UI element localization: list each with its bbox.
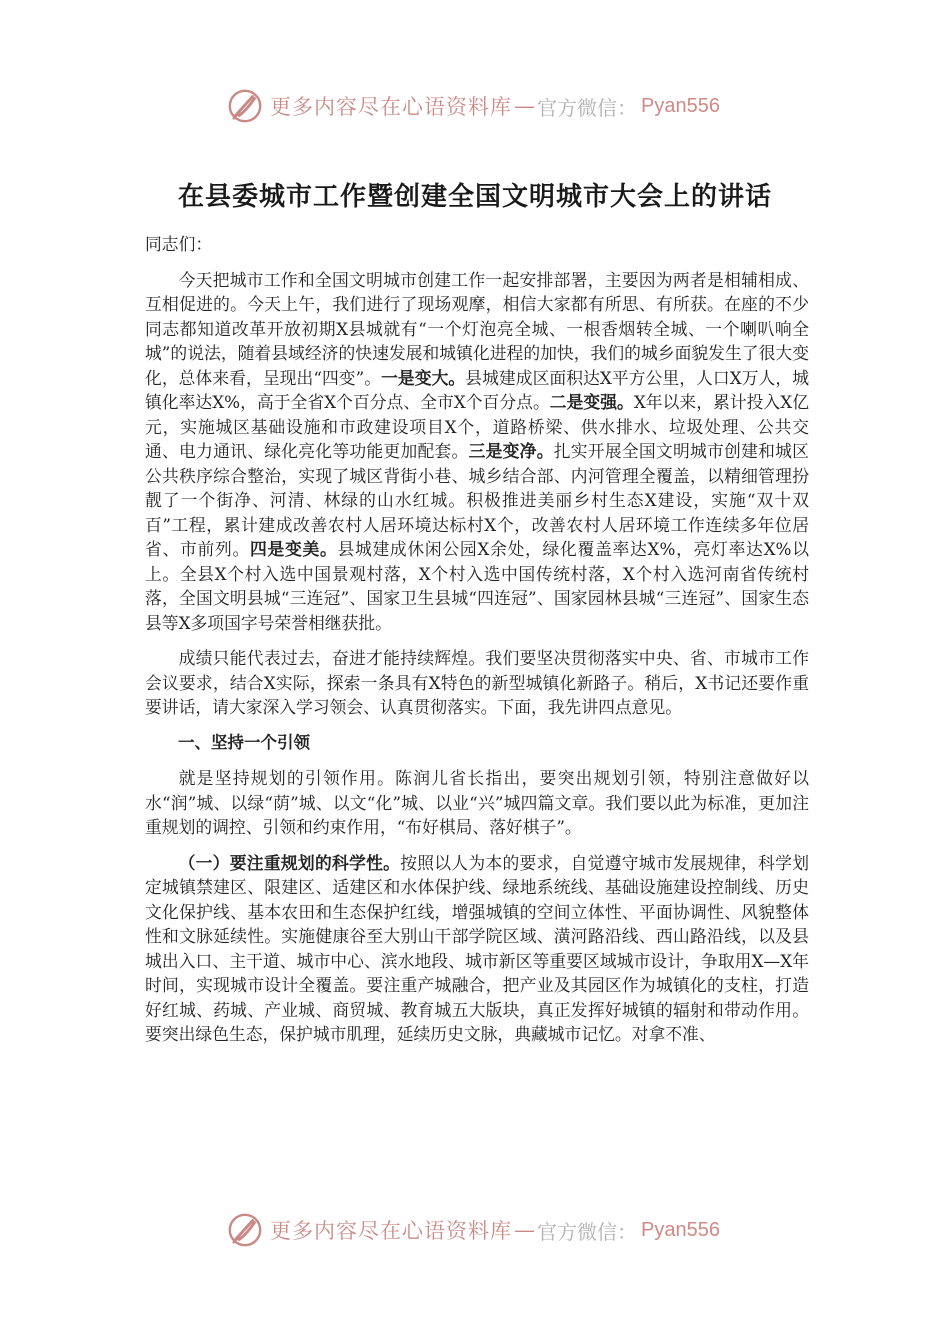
greeting: 同志们： — [145, 234, 213, 254]
feather-pen-logo-icon — [226, 1211, 264, 1249]
banner-separator: — — [514, 1218, 535, 1242]
banner-wechat-label: 官方微信： — [537, 1219, 637, 1244]
header-watermark-banner — [226, 86, 746, 126]
paragraph-1 — [145, 268, 809, 636]
paragraph-1-intro: 今天把城市工作和全国文明城市创建工作一起安排部署，主要因为两者是相辅相成、互相促进的。今天上午，我们进行了现场观摩，相信大家都有所思、有所获。在座的不少同志都知道改革开放初期X县城就有“一个灯泡亮全城、一根香烟转全城、一个喇叭响全城”的说法，随着县域经济的快速发展和城镇化进程的加快，我们的城乡面貌发生了很大变化，总体来看，呈现出“四变”。 — [145, 269, 809, 388]
point-4-text: 县城建成休闲公园X余处，绿化覆盖率达X%，亮灯率达X%以上。全县X个村入选中国景观村落，X个村入选中国传统村落，X个村入选河南省传统村落，全国文明县城“三连冠”、国家卫生县城“四连冠”、国家园林县城“三连冠”、国家生态县等X多项国字号荣誉相继获批。 — [145, 539, 809, 633]
section-heading-1: 一、坚持一个引领 — [178, 732, 310, 752]
point-2-heading: 二是变强。 — [549, 392, 634, 412]
banner-wechat-label: 官方微信： — [537, 95, 637, 120]
point-2-text: X年以来，累计投入X亿元，实施城区基础设施和市政建设项目X个，道路桥梁、供水排水、垃圾处理、公共交通、电力通讯、绿化亮化等功能更加配套。 — [145, 392, 809, 461]
subsection-heading-1: （一）要注重规划的科学性。 — [178, 852, 401, 873]
feather-pen-logo-icon — [226, 87, 264, 125]
point-1-text: 县城建成区面积达X平方公里，人口X万人，城镇化率达X%，高于全省X个百分点、全市X个百分点。 — [145, 367, 809, 412]
document-title: 在县委城市工作暨创建全国文明城市大会上的讲话 — [177, 182, 772, 212]
paragraph-2: 成绩只能代表过去，奋进才能持续辉煌。我们要坚决贯彻落实中央、省、市城市工作会议要求，结合X实际，探索一条具有X特色的新型城镇化新路子。稍后，X书记还要作重要讲话，请大家深入学习领会、认真贯彻落实。下面，我先讲四点意见。 — [145, 648, 809, 717]
banner-wechat-id: Pyan556 — [641, 1218, 720, 1241]
banner-wechat-id: Pyan556 — [641, 94, 720, 117]
footer-watermark-banner — [226, 1210, 746, 1250]
point-3-heading: 三是变净。 — [468, 441, 554, 461]
banner-slogan: 更多内容尽在心语资料库 — [270, 1219, 512, 1243]
point-3-text: 扎实开展全国文明城市创建和城区公共秩序综合整治，实现了城区背街小巷、城乡结合部、内河管理全覆盖，以精细管理扮靓了一个街净、河清、林绿的山水红城。积极推进美丽乡村生态X建设，实施“双十双百”工程，累计建成改善农村人居环境达标村X个，改善农村人居环境工作连续多年位居省、市前列。 — [145, 441, 809, 559]
banner-slogan: 更多内容尽在心语资料库 — [270, 95, 512, 119]
paragraph-4-text: 按照以人为本的要求，自觉遵守城市发展规律，科学划定城镇禁建区、限建区、适建区和水体保护线、绿地系统线、基础设施建设控制线、历史文化保护线、基本农田和生态保护红线，增强城镇的空间立体性、平面协调性、风貌整体性和文脉延续性。实施健康谷至大别山干部学院区域、潢河路沿线、西山路沿线，以及县城出入口、主干道、城市中心、滨水地段、城市新区等重要区域城市设计，争取用X—X年时间，实现城市设计全覆盖。要注重产城融合，把产业及其园区作为城镇化的支柱，打造好红城、药城、产业城、商贸城、教育城五大版块，真正发挥好城镇的辐射和带动作用。要突出绿色生态，保护城市肌理，延续历史文脉，典藏城市记忆。对拿不准、 — [145, 852, 809, 1044]
banner-separator: — — [514, 94, 535, 118]
paragraph-3: 就是坚持规划的引领作用。陈润儿省长指出，要突出规划引领，特别注意做好以水“润”城、以绿“荫”城、以文“化”城、以业“兴”城四篇文章。我们要以此为标准，更加注重规划的调控、引领和约束作用，“布好棋局、落好棋子”。 — [145, 768, 809, 837]
point-1-heading: 一是变大。 — [381, 367, 466, 388]
point-4-heading: 四是变美。 — [249, 539, 338, 559]
paragraph-4 — [145, 851, 809, 1047]
document-body — [145, 232, 809, 1058]
